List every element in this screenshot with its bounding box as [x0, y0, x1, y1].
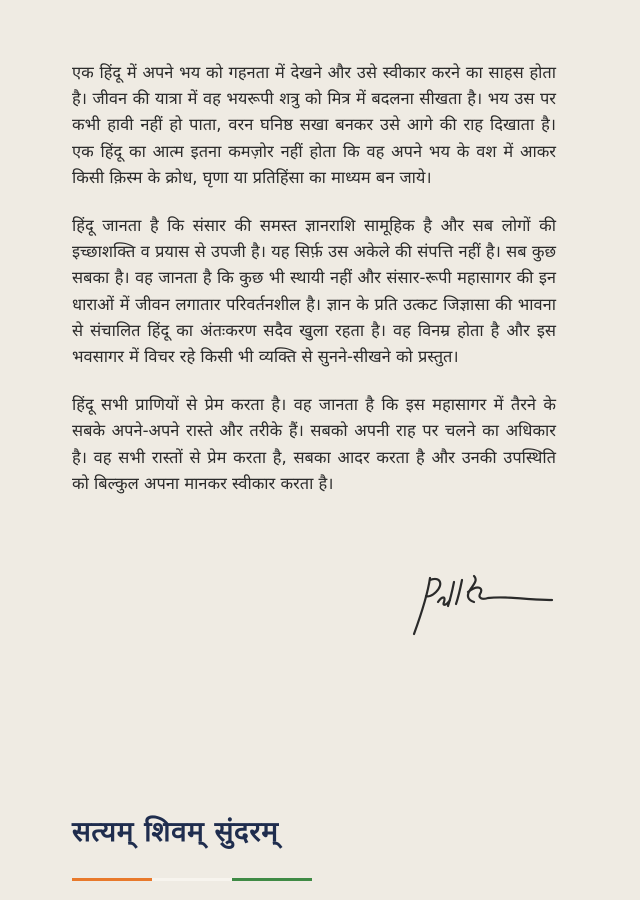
- paragraph-2: हिंदू जानता है कि संसार की समस्त ज्ञानराशि सामूहिक है और सब लोगों की इच्छाशक्ति व प्रयास से उपजी है। यह सिर्फ़ उस अकेले की संपत्ति नहीं है। सब कुछ सबका है। वह जानता है कि कुछ भी स्थायी नहीं और संसार-रूपी महासागर की इन धाराओं में जीवन लगातार परिवर्तनशील है। ज्ञान के प्रति उत्कट जिज्ञासा की भावना से संचालित हिंदू का अंतःकरण सदैव खुला रहता है। वह विनम्र होता है और इस भवसागर में विचर रहे किसी भी व्यक्ति से सुनने-सीखने को प्रस्तुत।: [72, 216, 556, 367]
- rule-white-segment: [152, 878, 232, 881]
- footer-title: सत्यम् शिवम् सुंदरम्: [72, 815, 279, 848]
- paragraph-1: एक हिंदू में अपने भय को गहनता में देखने और उसे स्वीकार करने का साहस होता है। जीवन की यात्रा में वह भयरूपी शत्रु को मित्र में बदलना सीखता है। भय उस पर कभी हावी नहीं हो पाता, वरन घनिष्ठ सखा बनकर उसे आगे की राह दिखाता है। एक हिंदू का आत्म इतना कमज़ोर नहीं होता कि वह अपने भय के वश में आकर किसी क़िस्म के क्रोध, घृणा या प्रतिहिंसा का माध्यम बन जाये।: [72, 63, 556, 187]
- tricolor-rule: [72, 878, 312, 881]
- handwritten-signature: [408, 572, 558, 642]
- paragraph-3: हिंदू सभी प्राणियों से प्रेम करता है। वह जानता है कि इस महासागर में तैरने के सबके अपने-अपने रास्ते और तरीके हैं। सबको अपनी राह पर चलने का अधिकार है। वह सभी रास्तों से प्रेम करता है, सबका आदर करता है और उनकी उपस्थिति को बिल्कुल अपना मानकर स्वीकार करता है।: [72, 395, 556, 493]
- letter-body: [72, 60, 556, 519]
- rule-green-segment: [232, 878, 312, 881]
- rule-saffron-segment: [72, 878, 152, 881]
